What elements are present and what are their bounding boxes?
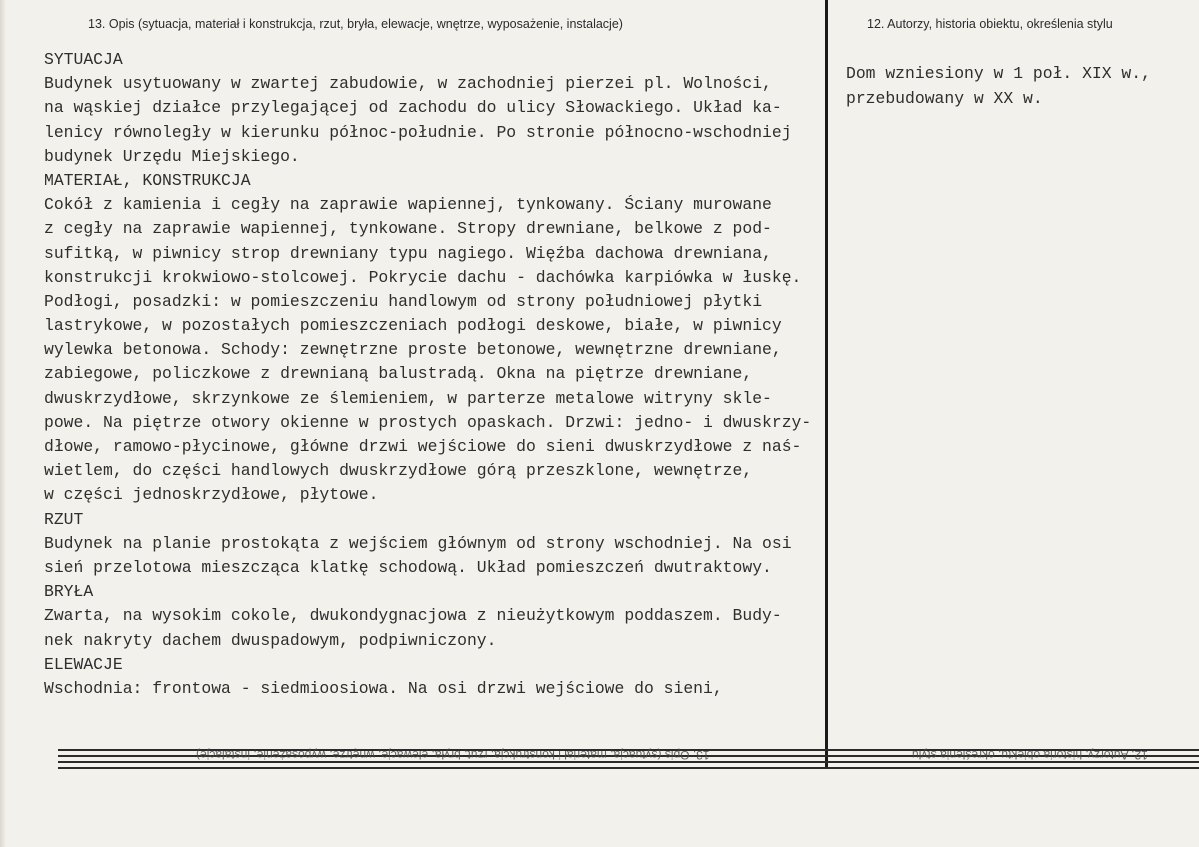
text-line: Podłogi, posadzki: w pomieszczeniu handlowym od strony południowej płytki: [44, 291, 763, 311]
column-divider: [825, 0, 828, 768]
rule-line: [58, 767, 1199, 769]
text-line: lenicy równoległy w kierunku północ-południe. Po stronie północno-wschodniej: [44, 122, 792, 142]
text-line: budynek Urzędu Miejskiego.: [44, 146, 300, 166]
text-line: dłowe, ramowo-płycinowe, główne drzwi wejściowe do sieni dwuskrzydłowe z naś-: [44, 437, 802, 456]
card-edge: [0, 0, 6, 847]
mirrored-section-12-header: 12. Autorzy, historia obiektu, określenia stylu: [912, 748, 1148, 762]
mirrored-section-13-header: 13. Opis (sytuacja, materiał i konstrukcja, rzut, bryła, elewacje, wnętrze, wyposażenie, instalacje): [196, 748, 710, 762]
text-line: na wąskiej działce przylegającej od zachodu do ulicy Słowackiego. Układ ka-: [44, 98, 782, 118]
text-line: powe. Na piętrze otwory okienne w prostych opaskach. Drzwi: jedno- i dwuskrzy-: [44, 412, 812, 432]
text-line: Budynek usytuowany w zwartej zabudowie, w zachodniej pierzei pl. Wolności,: [44, 74, 772, 94]
text-line: konstrukcji krokwiowo-stolcowej. Pokrycie dachu - dachówka karpiówka w łuskę.: [44, 267, 802, 287]
history-text: [846, 61, 1151, 111]
text-line: z cegły na zaprawie wapiennej, tynkowane. Stropy drewniane, belkowe z pod-: [44, 219, 772, 239]
text-line: dwuskrzydłowe, skrzynkowe ze ślemieniem, w parterze metalowe witryny skle-: [44, 388, 772, 408]
text-line: wietlem, do części handlowych dwuskrzydłowe górą przeszklone, wewnętrze,: [44, 461, 753, 481]
text-line: SYTUACJA: [44, 50, 123, 69]
text-line: Wschodnia: frontowa - siedmioosiowa. Na osi drzwi wejściowe do sieni,: [44, 678, 723, 698]
text-line: Dom wzniesiony w 1 poł. XIX w.,: [846, 64, 1151, 83]
text-line: nek nakryty dachem dwuspadowym, podpiwniczony.: [44, 630, 497, 650]
text-line: Cokół z kamienia i cegły na zaprawie wapiennej, tynkowany. Ściany murowane: [44, 195, 772, 215]
text-line: w części jednoskrzydłowe, płytowe.: [44, 485, 379, 505]
text-line: Zwarta, na wysokim cokole, dwukondygnacjowa z nieużytkowym poddaszem. Budy-: [44, 606, 782, 626]
text-line: przebudowany w XX w.: [846, 89, 1043, 108]
text-line: ELEWACJE: [44, 654, 123, 674]
text-line: sufitką, w piwnicy strop drewniany typu nagiego. Więźba dachowa drewniana,: [44, 243, 772, 263]
section-13-header: 13. Opis (sytuacja, materiał i konstrukcja, rzut, bryła, elewacje, wnętrze, wyposażenie, instalacje): [88, 17, 623, 31]
text-line: BRYŁA: [44, 582, 94, 602]
text-line: lastrykowe, w pozostałych pomieszczeniach podłogi deskowe, białe, w piwnicy: [44, 316, 782, 336]
text-line: sień przelotowa mieszcząca klatkę schodową. Układ pomieszczeń dwutraktowy.: [44, 557, 772, 577]
text-line: RZUT: [44, 509, 84, 529]
text-line: Budynek na planie prostokąta z wejściem głównym od strony wschodniej. Na osi: [44, 533, 792, 553]
text-line: MATERIAŁ, KONSTRUKCJA: [44, 170, 251, 190]
text-line: wylewka betonowa. Schody: zewnętrzne proste betonowe, wewnętrzne drewniane,: [44, 340, 782, 360]
description-text: [44, 48, 811, 701]
section-12-header: 12. Autorzy, historia obiektu, określenia stylu: [867, 17, 1113, 31]
text-line: zabiegowe, policzkowe z drewnianą balustradą. Okna na piętrze drewniane,: [44, 364, 753, 384]
